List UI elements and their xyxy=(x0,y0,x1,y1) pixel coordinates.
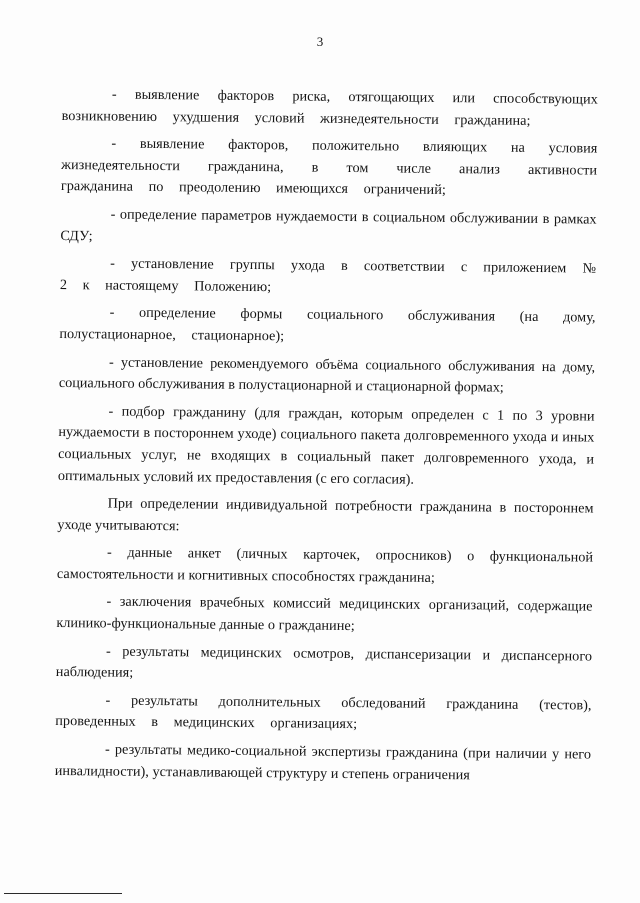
document-body xyxy=(55,84,598,794)
paragraph-social-package: - подбор гражданину (для граждан, которым определен с 1 по 3 уровни нуждаемости в постороннем уходе) социального пакета долговременного ухода и иных социальных услуг, не входящих в социальный пакет долговременного ухода, и оптимальных условий их предоставления (с его согласия). xyxy=(57,403,595,488)
paragraph-service-volume: - установление рекомендуемого объёма социального обслуживания на дому, социального обслуживания в полустационарной и стационарной формах; xyxy=(58,354,596,396)
paragraph-need-assessment-intro: При определении индивидуальной потребности гражданина в постороннем уходе учитываются: xyxy=(57,495,594,534)
paragraph-risk-factors: - выявление факторов риска, отягощающих или способствующих возникновению ухудшения условий жизнедеятельности гражданина; xyxy=(61,86,598,129)
paragraph-care-group: - установление группы ухода в соответствии с приложением № 2 к настоящему Положению; xyxy=(59,255,597,295)
paragraph-service-form: - определение формы социального обслуживания (на дому, полустационарное, стационарное); xyxy=(59,304,596,345)
paragraph-medical-commissions: - заключения врачебных комиссий медицинских организаций, содержащие клинико-функциональные данные о гражданине; xyxy=(56,593,593,635)
page-number: 3 xyxy=(316,34,324,49)
paragraph-positive-factors: - выявление факторов, положительно влияющих на условия жизнедеятельности гражданина, в том числе анализ активности гражданина по преодолению имеющихся ограничений; xyxy=(60,135,598,199)
paragraph-additional-tests: - результаты дополнительных обследований гражданина (тестов), проведенных в медицинских организациях; xyxy=(55,692,592,733)
paragraph-questionnaires: - данные анкет (личных карточек, опросников) о функциональной самостоятельности и когнитивных способностях гражданина; xyxy=(56,544,594,586)
paragraph-medical-examinations: - результаты медицинских осмотров, диспансеризации и диспансерного наблюдения; xyxy=(55,643,593,682)
paragraph-need-parameters: - определение параметров нуждаемости в социальном обслуживании в рамках СДУ; xyxy=(60,206,597,244)
footnote-rule xyxy=(4,893,122,894)
paragraph-medical-social-expertise: - результаты медико-социальной экспертизы гражданина (при наличии у него инвалидности), устанавливающей структуру и степень ограничения xyxy=(54,741,592,783)
